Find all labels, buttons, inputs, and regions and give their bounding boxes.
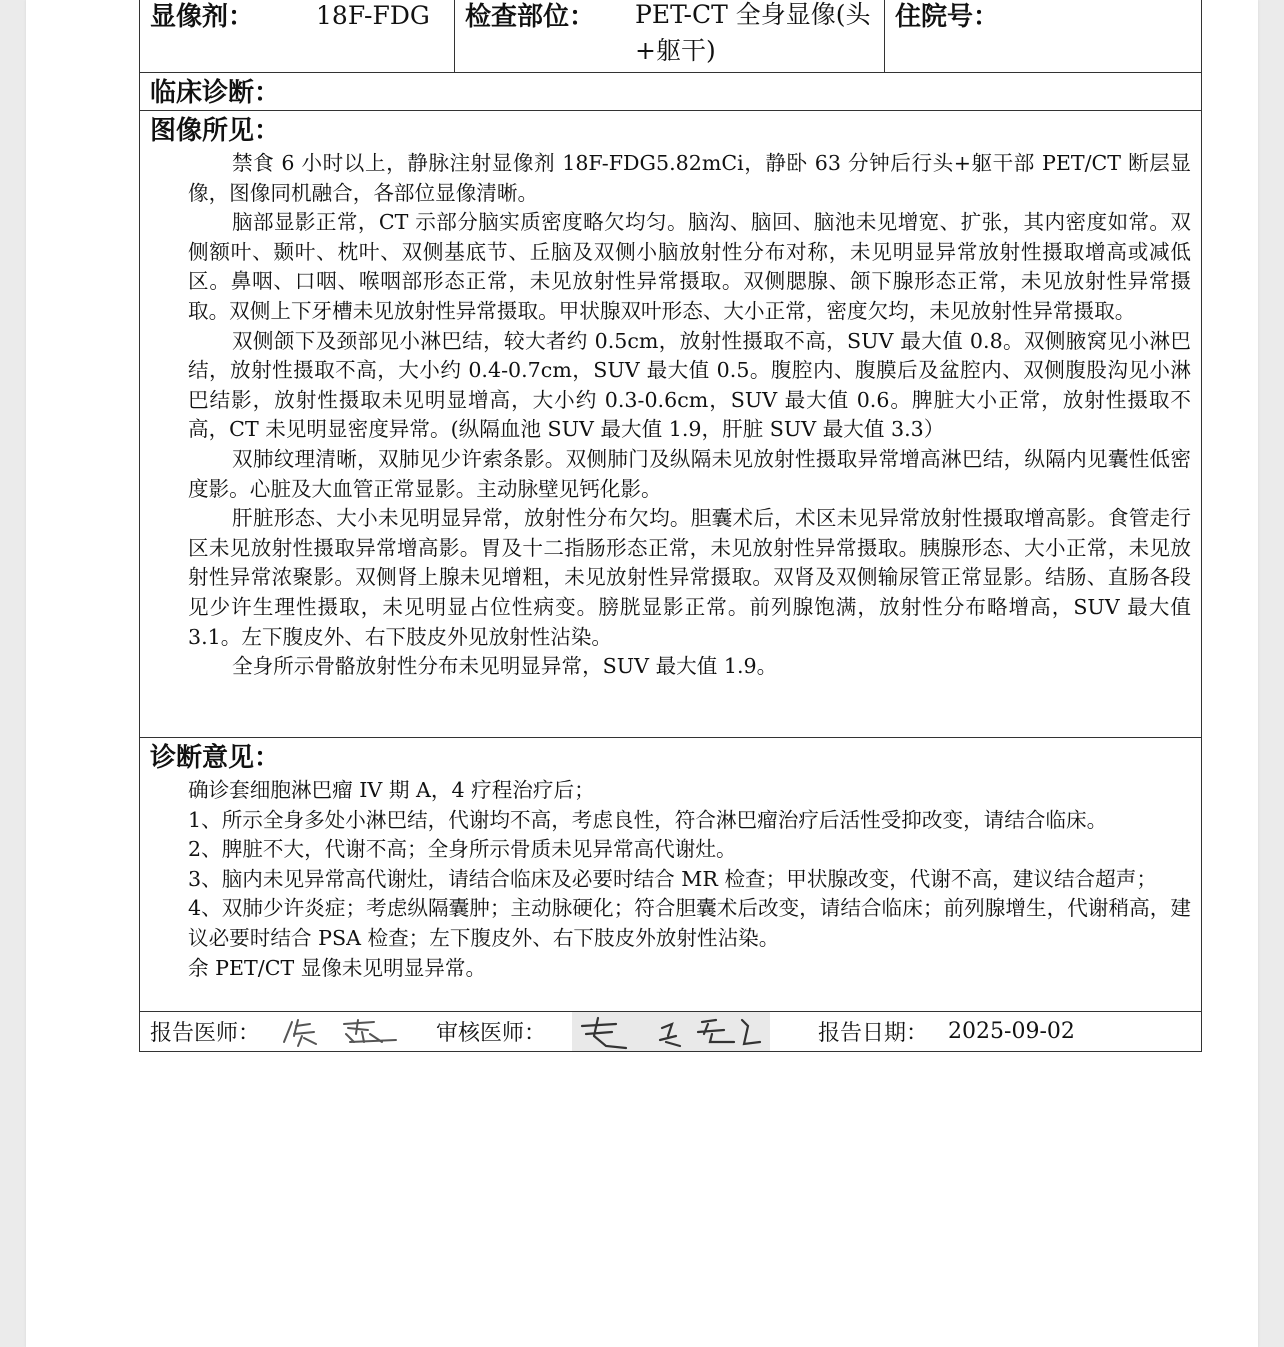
diagnosis-line: 确诊套细胞淋巴瘤 IV 期 A，4 疗程治疗后；: [188, 778, 595, 802]
reporter-label: 报告医师：: [150, 1021, 261, 1046]
diagnosis-line: 1、所示全身多处小淋巴结，代谢均不高，考虑良性，符合淋巴瘤治疗后活性受抑改变，请结合临床。: [188, 807, 1108, 832]
findings-paragraph: 禁食 6 小时以上，静脉注射显像剂 18F-FDG5.82mCi，静卧 63 分钟后行头+躯干部 PET/CT 断层显像，图像同机融合，各部位显像清晰。: [188, 151, 1191, 205]
report-table: [139, 0, 1202, 1052]
report-date-value: 2025-09-02: [948, 1019, 1075, 1044]
diagnosis-section: [140, 738, 1201, 1012]
report-date-label: 报告日期：: [818, 1021, 929, 1046]
clinical-diagnosis-row: [140, 73, 1201, 111]
clinical-diagnosis-label: 临床诊断：: [150, 78, 281, 108]
reporter-signature: [278, 1012, 418, 1051]
exam-site-cell: [455, 0, 885, 72]
inpatient-cell: [885, 0, 1201, 72]
findings-title: 图像所见：: [150, 116, 281, 146]
diagnosis-title: 诊断意见：: [150, 743, 281, 773]
diagnosis-line: 2、脾脏不大，代谢不高；全身所示骨质未见异常高代谢灶。: [188, 837, 737, 862]
findings-paragraph: 肝脏形态、大小未见明显异常，放射性分布欠均。胆囊术后，术区未见异常放射性摄取增高影。食管走行区未见放射性摄取异常增高影。胃及十二指肠形态正常，未见放射性异常摄取。胰腺形态、大小正常，未见放射性异常浓聚影。双侧肾上腺未见增粗，未见放射性异常摄取。双肾及双侧输尿管正常显影。结肠、直肠各段见少许生理性摄取，未见明显占位性病变。膀胱显影正常。前列腺饱满，放射性分布略增高，SUV 最大值 3.1。左下腹皮外、右下肢皮外见放射性沾染。: [188, 506, 1191, 649]
reviewer-label: 审核医师：: [436, 1021, 547, 1046]
diagnosis-line: 4、双肺少许炎症；考虑纵隔囊肿；主动脉硬化；符合胆囊术后改变，请结合临床；前列腺增生，代谢稍高，建议必要时结合 PSA 检查；左下腹皮外、右下肢皮外放射性沾染。: [188, 896, 1191, 950]
report-page: [26, 0, 1258, 1347]
tracer-cell: [140, 0, 455, 72]
image-findings-section: [140, 111, 1201, 738]
diagnosis-line: 余 PET/CT 显像未见明显异常。: [188, 955, 487, 980]
signature-row: [140, 1012, 1201, 1051]
findings-paragraph: 双侧颌下及颈部见小淋巴结，较大者约 0.5cm，放射性摄取不高，SUV 最大值 0.8。双侧腋窝见小淋巴结，放射性摄取不高，大小约 0.4-0.7cm，SUV 最大值 0.5。腹腔内、腹膜后及盆腔内、双侧腹股沟见小淋巴结影，放射性摄取未见明显增高，大小约 0.3-0.6cm，SUV 最大值 0.6。脾脏大小正常，放射性摄取不高，CT 未见明显密度异常。(纵隔血池 SUV 最大值 1.9，肝脏 SUV 最大值 3.3）: [188, 328, 1191, 442]
inpatient-label: 住院号：: [895, 2, 1000, 32]
exam-site-label: 检查部位：: [465, 2, 596, 32]
tracer-label: 显像剂：: [150, 2, 255, 32]
findings-paragraph: 双肺纹理清晰，双肺见少许索条影。双侧肺门及纵隔未见放射性摄取异常增高淋巴结，纵隔内见囊性低密度影。心脏及大血管正常显影。主动脉壁见钙化影。: [188, 446, 1191, 501]
header-row: [140, 0, 1201, 73]
tracer-value: 18F-FDG: [316, 1, 430, 30]
findings-paragraph: 脑部显影正常，CT 示部分脑实质密度略欠均匀。脑沟、脑回、脑池未见增宽、扩张，其内密度如常。双侧额叶、颞叶、枕叶、双侧基底节、丘脑及双侧小脑放射性分布对称，未见明显异常放射性摄取增高或减低区。鼻咽、口咽、喉咽部形态正常，未见放射性异常摄取。双侧腮腺、颌下腺形态正常，未见放射性异常摄取。双侧上下牙槽未见放射性异常摄取。甲状腺双叶形态、大小正常，密度欠均，未见放射性异常摄取。: [188, 210, 1191, 323]
findings-paragraph: 全身所示骨骼放射性分布未见明显异常，SUV 最大值 1.9。: [232, 654, 778, 679]
exam-site-value: PET-CT 全身显像(头+躯干): [635, 0, 871, 65]
diagnosis-line: 3、脑内未见异常高代谢灶，请结合临床及必要时结合 MR 检查；甲状腺改变，代谢不高，建议结合超声；: [188, 866, 1157, 891]
reviewer-signature: [572, 1012, 770, 1051]
